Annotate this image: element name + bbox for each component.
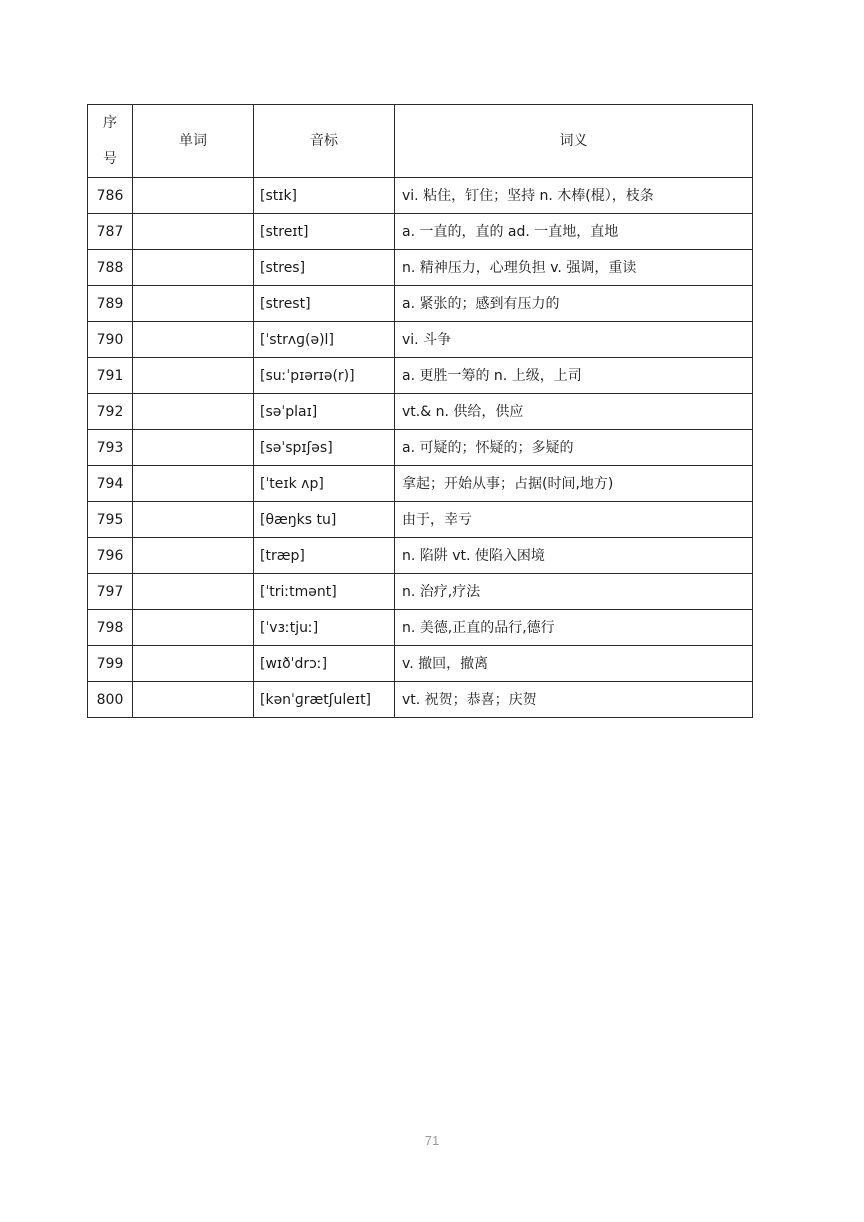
cell-meaning: 由于，幸亏 (395, 502, 753, 538)
cell-index: 788 (88, 250, 133, 286)
cell-phonetic: [kənˈɡrætʃuleɪt] (254, 682, 395, 718)
cell-phonetic: [streɪt] (254, 214, 395, 250)
table-row (88, 214, 753, 250)
table-row (88, 322, 753, 358)
cell-phonetic: [ˈtriːtmənt] (254, 574, 395, 610)
cell-word (133, 682, 254, 718)
cell-phonetic: [θæŋks tu] (254, 502, 395, 538)
cell-meaning: n. 精神压力，心理负担 v. 强调，重读 (395, 250, 753, 286)
cell-index: 799 (88, 646, 133, 682)
cell-word (133, 502, 254, 538)
cell-phonetic: [træp] (254, 538, 395, 574)
cell-index: 798 (88, 610, 133, 646)
cell-index: 787 (88, 214, 133, 250)
table-row (88, 538, 753, 574)
cell-phonetic: [səˈspɪʃəs] (254, 430, 395, 466)
cell-word (133, 358, 254, 394)
cell-index: 796 (88, 538, 133, 574)
cell-meaning: vi. 粘住，钉住；坚持 n. 木棒(棍），枝条 (395, 178, 753, 214)
table-row (88, 430, 753, 466)
table-row (88, 250, 753, 286)
vocabulary-table (87, 104, 753, 718)
table-row (88, 574, 753, 610)
cell-meaning: a. 一直的，直的 ad. 一直地，直地 (395, 214, 753, 250)
cell-phonetic: [səˈplaɪ] (254, 394, 395, 430)
cell-phonetic: [wɪðˈdrɔː] (254, 646, 395, 682)
cell-phonetic: [stɪk] (254, 178, 395, 214)
cell-meaning: vi. 斗争 (395, 322, 753, 358)
header-index (88, 105, 133, 178)
cell-index: 794 (88, 466, 133, 502)
header-index-line2: 号 (103, 151, 117, 167)
cell-word (133, 646, 254, 682)
cell-index: 792 (88, 394, 133, 430)
cell-meaning: n. 美德,正直的品行,德行 (395, 610, 753, 646)
cell-word (133, 178, 254, 214)
table-row (88, 466, 753, 502)
cell-index: 797 (88, 574, 133, 610)
cell-index: 791 (88, 358, 133, 394)
cell-meaning: n. 陷阱 vt. 使陷入困境 (395, 538, 753, 574)
cell-index: 789 (88, 286, 133, 322)
cell-index: 795 (88, 502, 133, 538)
cell-meaning: v. 撤回，撤离 (395, 646, 753, 682)
cell-phonetic: [ˈstrʌɡ(ə)l] (254, 322, 395, 358)
cell-index: 786 (88, 178, 133, 214)
cell-phonetic: [suːˈpɪərɪə(r)] (254, 358, 395, 394)
cell-word (133, 466, 254, 502)
cell-word (133, 610, 254, 646)
cell-index: 793 (88, 430, 133, 466)
cell-index: 790 (88, 322, 133, 358)
cell-meaning: a. 更胜一筹的 n. 上级，上司 (395, 358, 753, 394)
cell-index: 800 (88, 682, 133, 718)
table-row (88, 682, 753, 718)
cell-word (133, 574, 254, 610)
cell-word (133, 430, 254, 466)
table-row (88, 358, 753, 394)
cell-word (133, 322, 254, 358)
table-row (88, 646, 753, 682)
cell-meaning: vt. 祝贺；恭喜；庆贺 (395, 682, 753, 718)
cell-meaning: vt.& n. 供给，供应 (395, 394, 753, 430)
cell-word (133, 214, 254, 250)
cell-phonetic: [strest] (254, 286, 395, 322)
cell-meaning: n. 治疗,疗法 (395, 574, 753, 610)
cell-word (133, 538, 254, 574)
cell-word (133, 286, 254, 322)
table-row (88, 502, 753, 538)
table-row (88, 610, 753, 646)
header-index-line1: 序 (103, 115, 117, 131)
table-row (88, 286, 753, 322)
cell-meaning: a. 可疑的；怀疑的；多疑的 (395, 430, 753, 466)
cell-phonetic: [stres] (254, 250, 395, 286)
table-header-row (88, 105, 753, 178)
cell-meaning: a. 紧张的；感到有压力的 (395, 286, 753, 322)
cell-word (133, 394, 254, 430)
header-phonetic: 音标 (254, 105, 395, 178)
cell-phonetic: [ˈvɜːtjuː] (254, 610, 395, 646)
table-row (88, 394, 753, 430)
header-word: 单词 (133, 105, 254, 178)
table-row (88, 178, 753, 214)
header-meaning: 词义 (395, 105, 753, 178)
cell-word (133, 250, 254, 286)
cell-phonetic: [ˈteɪk ʌp] (254, 466, 395, 502)
cell-meaning: 拿起；开始从事；占据(时间,地方) (395, 466, 753, 502)
page-number: 71 (424, 1133, 440, 1148)
